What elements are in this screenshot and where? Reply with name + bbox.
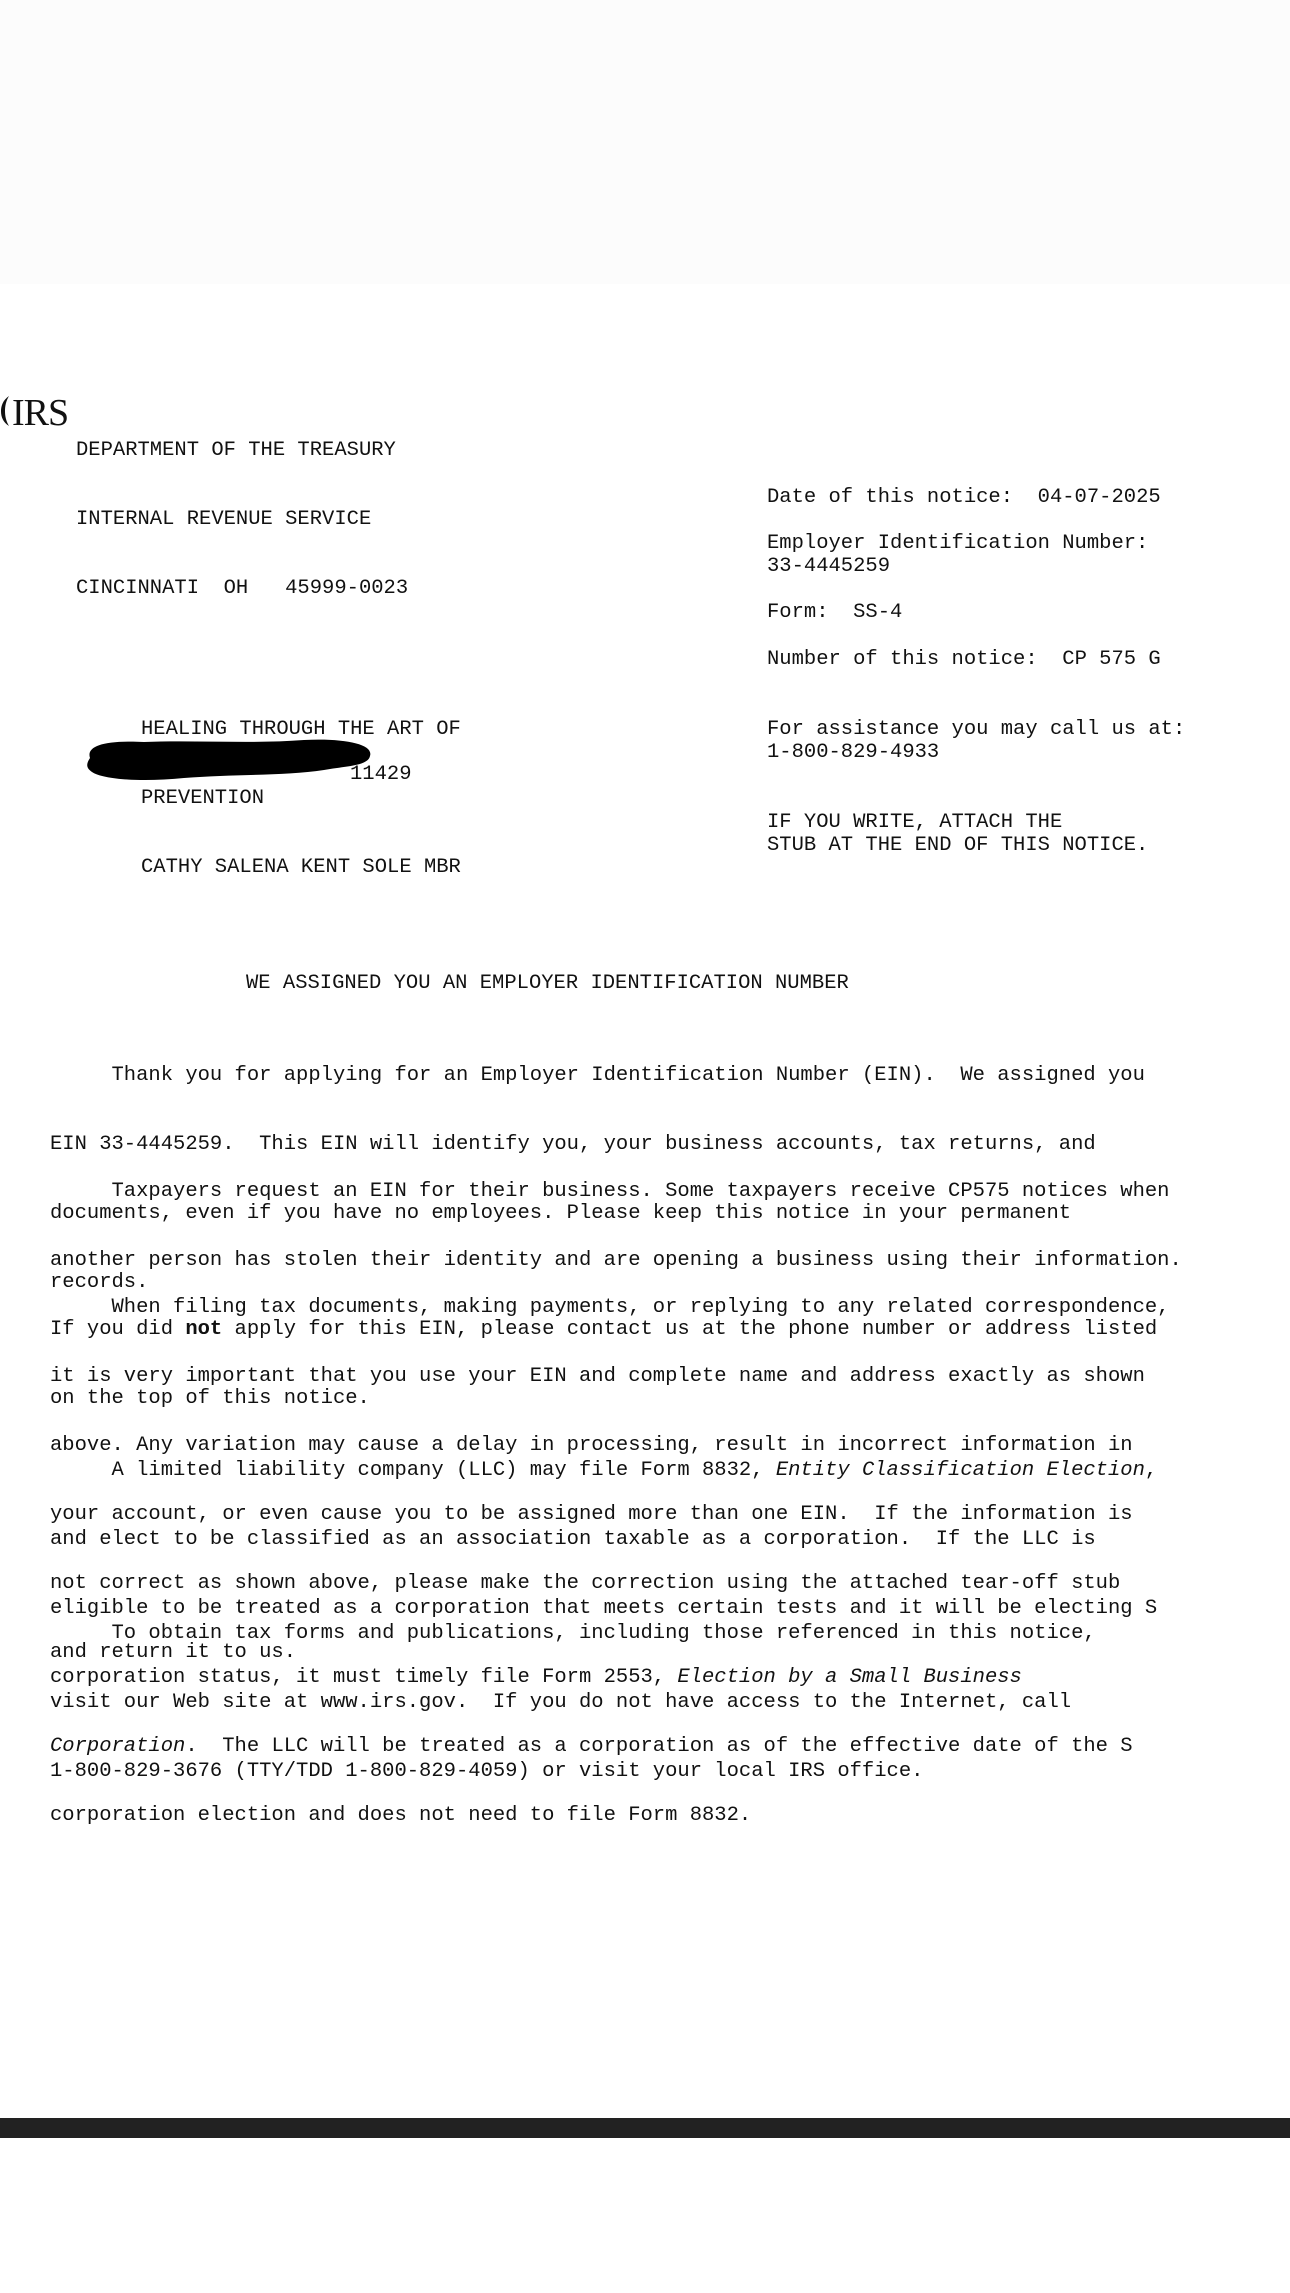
page-divider-bar <box>0 2118 1290 2138</box>
paragraph-line: another person has stolen their identity and are opening a business using their information. <box>50 1249 1182 1272</box>
form-2553-title-cont: Corporation <box>50 1735 186 1758</box>
form-info <box>767 601 1267 624</box>
date-label: Date of this notice: <box>767 486 1014 509</box>
form-value: SS-4 <box>853 601 903 624</box>
paragraph-tax-forms <box>50 1576 1280 1806</box>
text-run: apply for this EIN, please contact us at the phone number or address listed <box>222 1318 1158 1341</box>
paragraph-line: To obtain tax forms and publications, including those referenced in this notice, <box>50 1622 1096 1645</box>
text-run: A limited liability company (LLC) may file Form 8832, <box>50 1459 776 1482</box>
paragraph-line: When filing tax documents, making payments, or replying to any related correspondence, <box>50 1296 1170 1319</box>
ein-value: 33-4445259 <box>767 555 891 578</box>
emphasis-not: not <box>185 1318 223 1341</box>
paragraph-line: and elect to be classified as an association taxable as a corporation. If the LLC is <box>50 1528 1096 1551</box>
sender-address <box>76 393 408 623</box>
paragraph-line: records. <box>50 1271 149 1294</box>
addressee-block <box>141 672 461 902</box>
top-margin <box>0 0 1290 285</box>
paragraph-line: visit our Web site at www.irs.gov. If you do not have access to the Internet, call <box>50 1691 1072 1714</box>
text-run: corporation status, it must timely file Form 2553, <box>50 1666 678 1689</box>
write-line: IF YOU WRITE, ATTACH THE <box>767 811 1063 834</box>
addressee-zip: 11429 <box>350 763 412 786</box>
addressee-line: PREVENTION <box>141 787 265 810</box>
irs-eagle-icon <box>0 394 10 428</box>
ein-label: Employer Identification Number: <box>767 532 1149 555</box>
date-value: 04-07-2025 <box>1037 486 1161 509</box>
bottom-margin <box>0 2138 1290 2293</box>
paragraph-line: not correct as shown above, please make the correction using the attached tear-off stub <box>50 1572 1121 1595</box>
sender-line: INTERNAL REVENUE SERVICE <box>76 508 372 531</box>
irs-logo <box>0 394 68 432</box>
assist-label: For assistance you may call us at: <box>767 718 1186 741</box>
notice-date <box>767 486 1267 509</box>
assist-phone: 1-800-829-4933 <box>767 741 940 764</box>
paragraph-line <box>50 1459 1280 1482</box>
paragraph-line: Taxpayers request an EIN for their business. Some taxpayers receive CP575 notices when <box>50 1180 1170 1203</box>
text-run: If you did <box>50 1318 186 1341</box>
paragraph-line: and return it to us. <box>50 1641 297 1664</box>
form-8832-title: Entity Classification Election <box>775 1459 1145 1482</box>
sender-line: CINCINNATI OH 45999-0023 <box>76 577 409 600</box>
paragraph-line: on the top of this notice. <box>50 1387 370 1410</box>
notice-number-value: CP 575 G <box>1062 648 1161 671</box>
paragraph-line: it is very important that you use your EIN and complete name and address exactly as shown <box>50 1365 1145 1388</box>
addressee-line: CATHY SALENA KENT SOLE MBR <box>141 856 461 879</box>
paragraph-line: eligible to be treated as a corporation that meets certain tests and it will be electing S <box>50 1597 1158 1620</box>
paragraph-line: EIN 33-4445259. This EIN will identify you, your business accounts, tax returns, and <box>50 1133 1096 1156</box>
text-run: . The LLC will be treated as a corporation as of the effective date of the S <box>185 1735 1133 1758</box>
notice-number-label: Number of this notice: <box>767 648 1038 671</box>
addressee-line: HEALING THROUGH THE ART OF <box>141 718 461 741</box>
notice-number <box>767 648 1267 671</box>
paragraph-line: Thank you for applying for an Employer Identification Number (EIN). We assigned you <box>50 1064 1145 1087</box>
text-run: , <box>1144 1459 1158 1482</box>
paragraph-line: your account, or even cause you to be assigned more than one EIN. If the information is <box>50 1503 1133 1526</box>
sender-line: DEPARTMENT OF THE TREASURY <box>76 439 396 462</box>
redaction-mark <box>84 736 376 782</box>
notice-heading: WE ASSIGNED YOU AN EMPLOYER IDENTIFICATION NUMBER <box>246 972 849 995</box>
form-label: Form: <box>767 601 829 624</box>
write-line: STUB AT THE END OF THIS NOTICE. <box>767 834 1149 857</box>
paragraph-line: documents, even if you have no employees. Please keep this notice in your permanent <box>50 1202 1072 1225</box>
form-2553-title: Election by a Small Business <box>677 1666 1022 1689</box>
paragraph-line: 1-800-829-3676 (TTY/TDD 1-800-829-4059) or visit your local IRS office. <box>50 1760 924 1783</box>
irs-logo-text: IRS <box>12 392 69 434</box>
paragraph-line: corporation election and does not need to file Form 8832. <box>50 1804 752 1827</box>
paragraph-line: above. Any variation may cause a delay in processing, result in incorrect information in <box>50 1434 1133 1457</box>
